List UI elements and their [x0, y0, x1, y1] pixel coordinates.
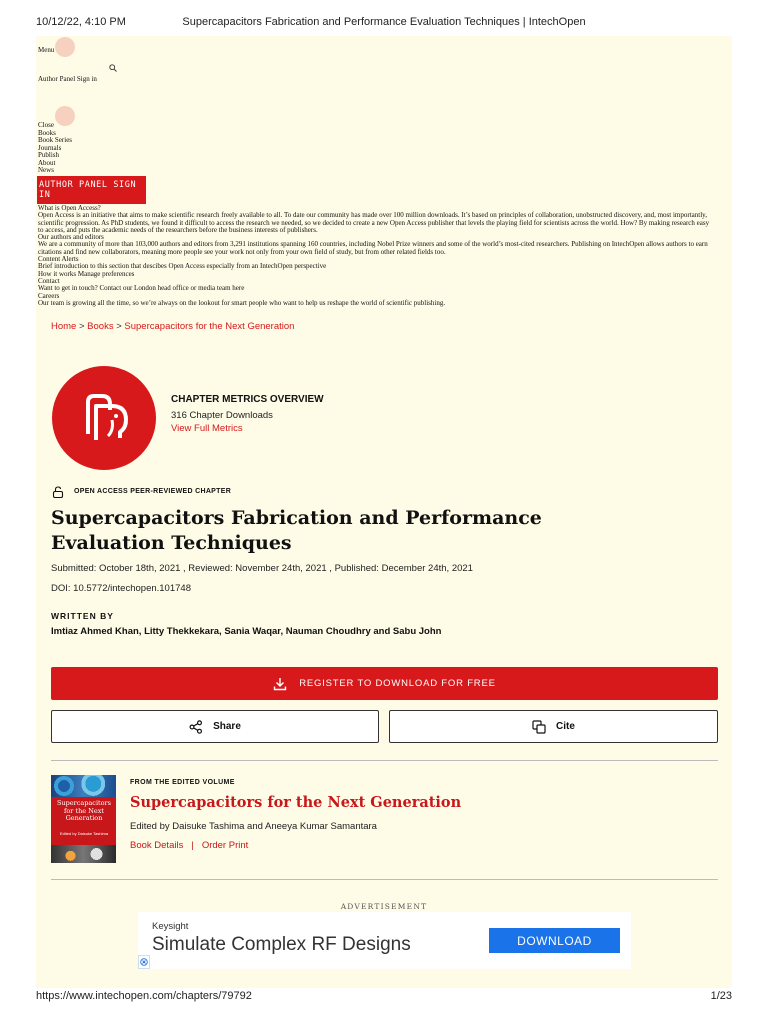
cite-button-label: Cite	[556, 721, 575, 732]
link-separator: |	[191, 840, 194, 851]
book-cover-art	[51, 845, 116, 863]
author-panel-signin-button[interactable]: AUTHOR PANEL SIGN IN	[37, 176, 146, 204]
print-page-number: 1/23	[710, 990, 732, 1002]
register-button-label: REGISTER TO DOWNLOAD FOR FREE	[299, 678, 496, 689]
book-cover[interactable]	[51, 775, 116, 863]
search-icon[interactable]	[109, 64, 117, 74]
nav-link-news[interactable]: News	[38, 166, 54, 174]
print-datetime: 10/12/22, 4:10 PM	[36, 16, 126, 28]
ad-headline[interactable]: Simulate Complex RF Designs	[152, 934, 411, 955]
copy-icon	[532, 720, 546, 734]
download-icon	[273, 677, 287, 691]
book-cover-editor: Edited by Daisuke Tashima	[59, 831, 109, 836]
cite-button[interactable]	[389, 710, 718, 743]
chapter-authors[interactable]: Imtiaz Ahmed Khan, Litty Thekkekara, Sania Waqar, Nauman Choudhry and Sabu John	[51, 626, 442, 637]
breadcrumb-current-book[interactable]: Supercapacitors for the Next Generation	[124, 321, 295, 332]
order-print-link[interactable]: Order Print	[201, 840, 249, 851]
about-line[interactable]: How it works Manage preferences	[38, 269, 135, 278]
print-page-title: Supercapacitors Fabrication and Performance Evaluation Techniques | IntechOpen	[182, 16, 586, 28]
breadcrumb	[51, 321, 294, 332]
nav-link-publish[interactable]: Publish	[38, 151, 60, 159]
breadcrumb-home[interactable]: Home	[51, 321, 77, 332]
print-header	[36, 16, 732, 30]
divider	[51, 879, 718, 880]
chapter-dates: Submitted: October 18th, 2021 , Reviewed: November 24th, 2021 , Published: December 24th, 2021	[51, 563, 473, 574]
about-line: Our team is growing all the time, so we’re always on the lookout for smart people who want to help us reshape the world of scientific publishing.	[38, 298, 446, 307]
chapter-doi[interactable]: DOI: 10.5772/intechopen.101748	[51, 583, 191, 594]
print-footer	[36, 990, 732, 1004]
author-panel-signin-link[interactable]: Author Panel Sign in	[38, 75, 97, 83]
about-line: scientific progression. As PhD students, we found it difficult to access the research we needed, so we decided to create a new Open Access publisher that levels the playing field for scientists across the world. How? By making research easy	[38, 218, 710, 227]
share-icon	[189, 720, 203, 734]
about-line[interactable]: Our authors and editors	[38, 233, 104, 242]
nav-link-books[interactable]: Books	[38, 128, 56, 137]
share-button[interactable]	[51, 710, 379, 743]
share-button-label: Share	[213, 721, 241, 732]
breadcrumb-separator: >	[76, 321, 88, 332]
divider	[51, 760, 718, 761]
about-line: to access, and puts the academic needs of the researchers before the business interests of publishers.	[38, 225, 318, 234]
advertisement-banner[interactable]	[138, 912, 631, 969]
metrics-downloads: 316 Chapter Downloads	[171, 410, 273, 421]
book-cover-art	[51, 775, 116, 797]
elephant-logo-icon	[52, 366, 156, 470]
about-line[interactable]: Contact	[38, 276, 60, 285]
advertisement-label: ADVERTISEMENT	[340, 902, 428, 911]
from-volume-label: FROM THE EDITED VOLUME	[130, 779, 235, 786]
breadcrumb-separator: >	[113, 321, 125, 332]
metrics-title: CHAPTER METRICS OVERVIEW	[171, 394, 324, 405]
book-editors: Edited by Daisuke Tashima and Aneeya Kumar Samantara	[130, 821, 377, 832]
logo-icon	[55, 37, 75, 57]
menu-link[interactable]: Menu	[38, 46, 55, 54]
ad-choices-icon[interactable]	[138, 955, 150, 969]
book-details-link[interactable]: Book Details	[130, 840, 184, 851]
book-cover-title: Supercapacitors for the Next Generation	[57, 799, 111, 822]
page-content	[36, 36, 732, 988]
about-line: Brief introduction to this section that descibes Open Access especially from an IntechOpen perspective	[38, 262, 327, 271]
open-access-label: OPEN ACCESS PEER-REVIEWED CHAPTER	[74, 488, 232, 495]
nav-link-book-series[interactable]: Book Series	[38, 136, 73, 144]
about-line[interactable]: What is Open Access?	[38, 204, 101, 212]
nav-link-about[interactable]: About	[38, 158, 56, 167]
register-to-download-button[interactable]	[51, 667, 718, 700]
book-title[interactable]: Supercapacitors for the Next Generation	[130, 794, 462, 811]
nav-link-journals[interactable]: Journals	[38, 143, 62, 152]
open-lock-icon	[52, 486, 64, 498]
print-url: https://www.intechopen.com/chapters/79792	[36, 990, 252, 1002]
nav-link-close[interactable]: Close	[38, 121, 54, 129]
about-line[interactable]: Careers	[38, 291, 60, 300]
breadcrumb-books[interactable]: Books	[87, 321, 114, 332]
about-line[interactable]: Content Alerts	[38, 255, 79, 264]
book-links	[130, 840, 248, 851]
about-text	[38, 205, 730, 307]
about-line: Open Access is an initiative that aims to make scientific research freely available to all. To date our community has made over 100 million downloads. It’s based on principles of collaboration, unobstructed discovery, and, most importantly,	[38, 211, 707, 220]
about-line: citations and find new collaborators, meaning more people see your work not only from your own field of study, but from other related fields too.	[38, 247, 446, 256]
written-by-label: WRITTEN BY	[51, 611, 114, 621]
chapter-title: Supercapacitors Fabrication and Performance Evaluation Techniques	[51, 507, 542, 554]
ad-download-button[interactable]: DOWNLOAD	[489, 928, 620, 953]
about-line: We are a community of more than 103,000 authors and editors from 3,291 institutions spanning 160 countries, including Nobel Prize winners and some of the world’s most-cited researchers. Publishing on IntechOpen allows authors to earn	[38, 240, 708, 249]
view-full-metrics-link[interactable]: View Full Metrics	[171, 423, 243, 434]
about-line: Want to get in touch? Contact our London head office or media team here	[38, 284, 245, 293]
ad-brand: Keysight	[152, 921, 189, 932]
nav-links	[38, 122, 72, 175]
chapter-metrics-badge[interactable]	[52, 366, 156, 470]
